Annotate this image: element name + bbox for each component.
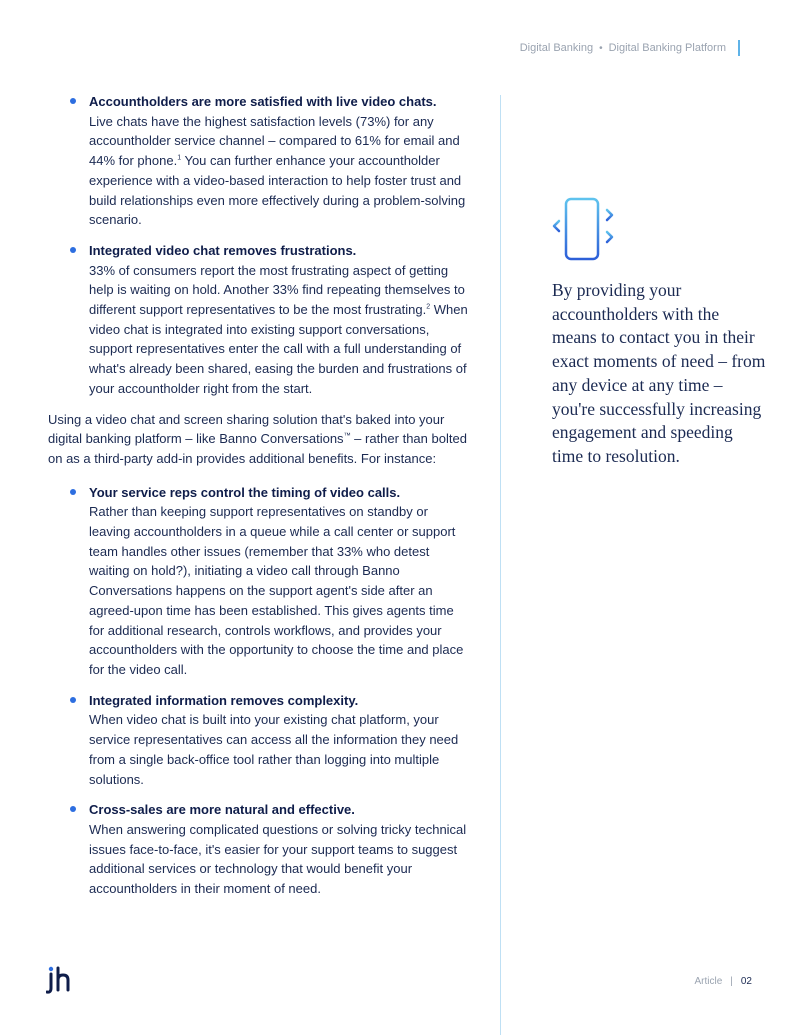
list-item bbox=[48, 691, 468, 790]
sidebar bbox=[552, 195, 767, 469]
bullet-heading: Cross-sales are more natural and effective. bbox=[89, 802, 355, 818]
page-footer bbox=[694, 976, 752, 987]
bullet-icon bbox=[70, 697, 76, 703]
header-separator: • bbox=[599, 42, 603, 54]
paragraph-text: – rather than bolted on as a third-party add-in provides additional benefits. For instance: bbox=[48, 431, 467, 466]
bullet-body-text: 33% of consumers report the most frustrating aspect of getting help is waiting on hold. Another 33% find repeating themselves to different support representatives to be the most frustrating. bbox=[89, 262, 465, 318]
bullet-icon bbox=[70, 489, 76, 495]
bullet-heading: Integrated video chat removes frustrations. bbox=[89, 242, 357, 258]
header-section: Digital Banking bbox=[519, 42, 594, 54]
bullet-body bbox=[89, 112, 468, 230]
body-paragraph bbox=[48, 410, 468, 469]
bullet-icon bbox=[70, 806, 76, 812]
phone-transfer-icon bbox=[552, 195, 622, 265]
main-content bbox=[48, 92, 468, 910]
paragraph-text: Using a video chat and screen sharing solution that's baked into your digital banking platform – like Banno Conversations bbox=[48, 411, 445, 447]
list-item bbox=[48, 241, 468, 399]
bullet-heading: Your service reps control the timing of video calls. bbox=[89, 484, 401, 500]
header-product: Digital Banking Platform bbox=[608, 42, 726, 54]
pull-quote: By providing your accountholders with the means to contact you in their exact moments of need – from any device at any time – you're successfully increasing engagement and speeding time to resolution. bbox=[552, 280, 766, 466]
bullet-list-bottom bbox=[48, 483, 468, 899]
bullet-body-text: Live chats have the highest satisfaction levels (73%) for any accountholder service channel – compared to 61% for email and 44% for phone. bbox=[89, 113, 460, 169]
bullet-icon bbox=[70, 247, 76, 253]
page-number: 02 bbox=[740, 976, 752, 987]
bullet-icon bbox=[70, 98, 76, 104]
page-header bbox=[520, 40, 740, 56]
trademark-mark: ™ bbox=[343, 432, 351, 440]
list-item bbox=[48, 92, 468, 230]
footnote-ref: 2 bbox=[426, 303, 431, 311]
list-item bbox=[48, 800, 468, 899]
bullet-list-top bbox=[48, 92, 468, 399]
footer-label: Article bbox=[694, 976, 723, 987]
footnote-ref: 1 bbox=[177, 154, 182, 162]
footer-separator: | bbox=[730, 976, 733, 987]
bullet-body-text: You can further enhance your accountholder experience with a video-based interaction to help foster trust and build relationships even more effectively during a problem-solving scenario. bbox=[89, 153, 466, 228]
column-divider bbox=[500, 95, 501, 1035]
header-accent-bar bbox=[738, 40, 740, 56]
jh-logo bbox=[46, 966, 70, 994]
bullet-heading: Integrated information removes complexity. bbox=[89, 692, 359, 708]
bullet-body: When answering complicated questions or solving tricky technical issues face-to-face, it's easier for your support teams to suggest additional services or technology that would benefit your accountholders in their moment of need. bbox=[89, 821, 467, 897]
bullet-heading: Accountholders are more satisfied with live video chats. bbox=[89, 94, 437, 109]
bullet-body: When video chat is built into your existing chat platform, your service representatives can access all the information they need from a single back-office tool rather than logging into multiple solutions. bbox=[89, 712, 459, 787]
list-item bbox=[48, 483, 468, 680]
bullet-body: Rather than keeping support representatives on standby or leaving accountholders in a queue while a call center or support team handles other issues (remember that 33% who detest waiting on hold?), initiating a video call through Banno Conversations happens on the support agent's side after an agreed-upon time has been established. This gives agents time for additional research, controls workflows, and provides your accountholders with the opportunity to choose the time and place for the video call. bbox=[89, 504, 464, 677]
bullet-body bbox=[89, 261, 468, 399]
bullet-body-text: When video chat is integrated into existing support conversations, support representatives enter the call with a full understanding of what's already been shared, easing the burden and frustrations of your accountholder right from the start. bbox=[89, 302, 468, 396]
